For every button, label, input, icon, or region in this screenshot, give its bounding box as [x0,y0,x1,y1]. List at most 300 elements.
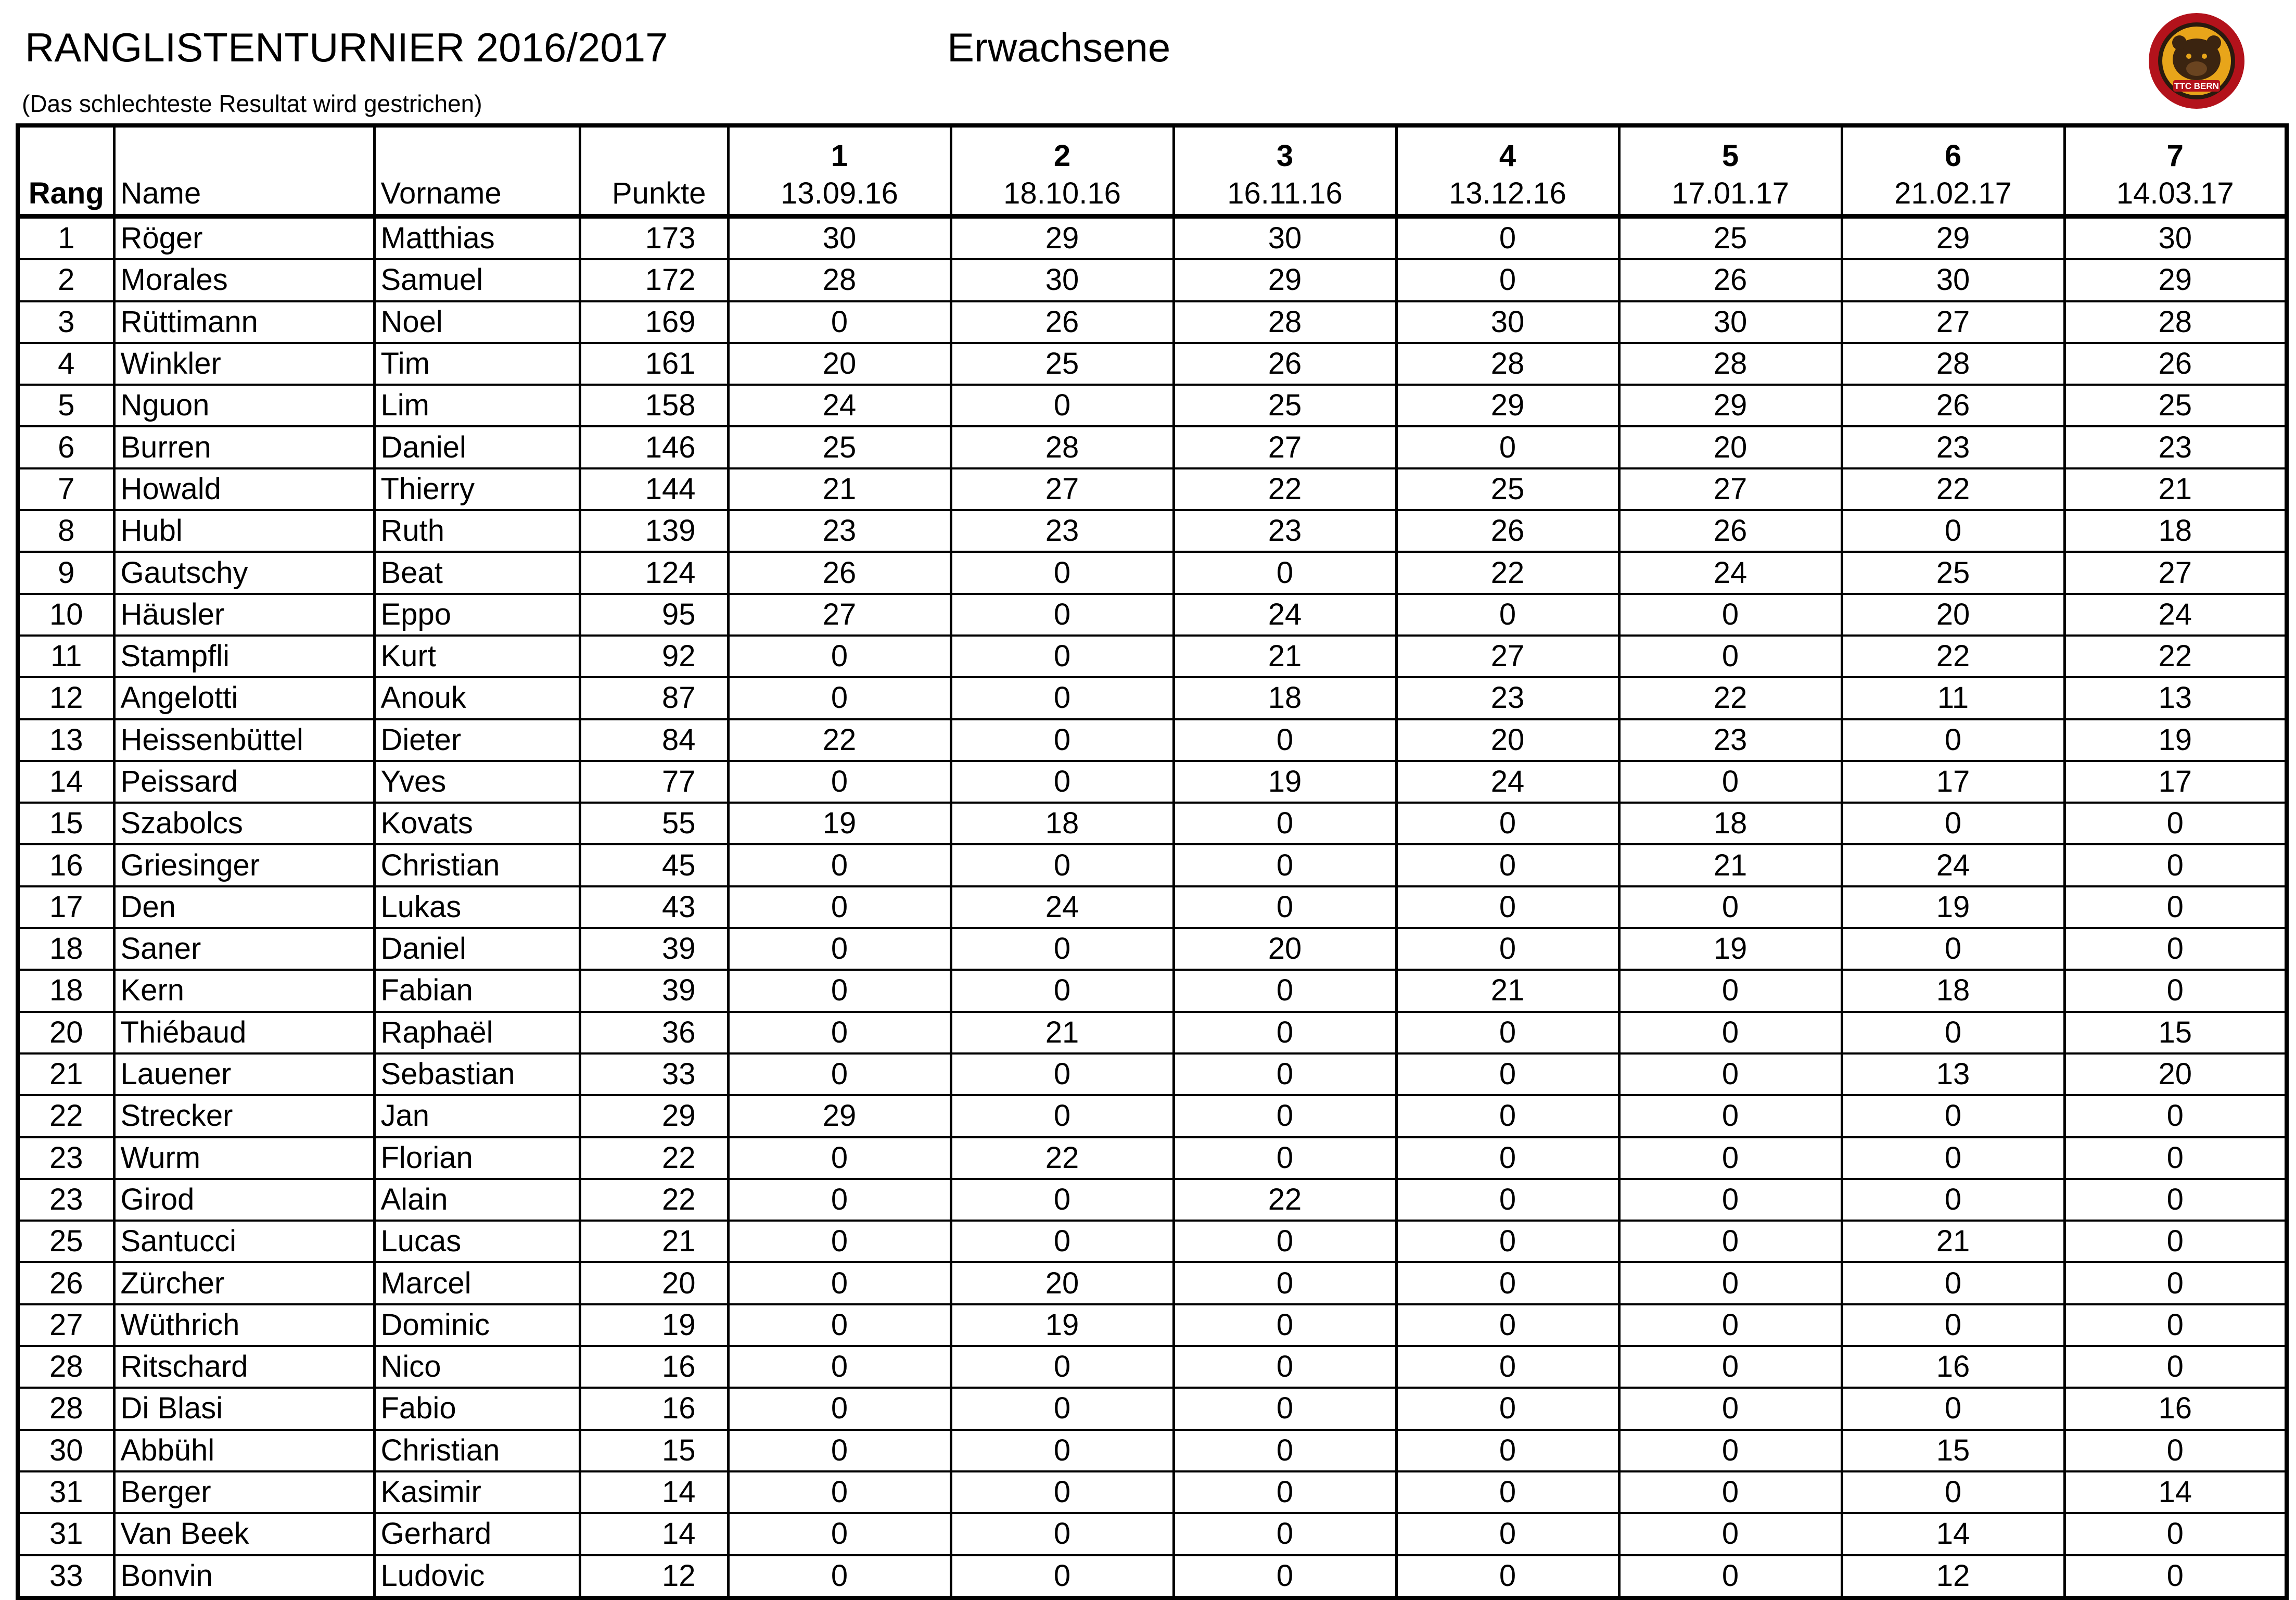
name-cell: Berger [114,1471,374,1513]
score-cell: 29 [2064,259,2287,301]
vorname-cell: Christian [374,1430,580,1471]
score-cell: 0 [1396,1221,1619,1262]
score-cell: 13 [1842,1053,2064,1095]
score-cell: 24 [1173,594,1396,636]
score-cell: 24 [728,385,951,426]
score-cell: 0 [1396,1137,1619,1179]
score-cell: 18 [2064,510,2287,552]
score-cell: 0 [951,677,1173,719]
rang-cell: 33 [18,1555,114,1598]
punkte-cell: 172 [580,259,728,301]
score-cell: 0 [1173,552,1396,593]
column-header-tournament-1: 1 13.09.16 [728,125,951,217]
punkte-cell: 16 [580,1346,728,1388]
score-cell: 0 [1619,1095,1842,1137]
score-cell: 0 [1396,1388,1619,1429]
vorname-cell: Yves [374,761,580,803]
name-cell: Röger [114,217,374,260]
table-row [18,1388,2287,1429]
score-cell: 0 [1173,1012,1396,1053]
score-cell: 23 [1619,719,1842,761]
rang-cell: 12 [18,677,114,719]
rang-cell: 2 [18,259,114,301]
score-cell: 0 [728,1137,951,1179]
score-cell: 0 [1619,1388,1842,1429]
punkte-cell: 33 [580,1053,728,1095]
vorname-cell: Christian [374,844,580,886]
score-cell: 26 [2064,343,2287,385]
rang-cell: 28 [18,1388,114,1429]
table-row [18,803,2287,844]
punkte-cell: 124 [580,552,728,593]
score-cell: 11 [1842,677,2064,719]
vorname-cell: Anouk [374,677,580,719]
table-row [18,761,2287,803]
score-cell: 28 [1396,343,1619,385]
rang-cell: 8 [18,510,114,552]
name-cell: Kern [114,970,374,1011]
score-cell: 0 [1842,928,2064,970]
rang-cell: 7 [18,468,114,510]
score-cell: 29 [1173,259,1396,301]
name-cell: Saner [114,928,374,970]
table-row [18,1012,2287,1053]
table-row [18,677,2287,719]
score-cell: 0 [1396,259,1619,301]
name-cell: Rüttimann [114,301,374,343]
rang-cell: 5 [18,385,114,426]
table-row [18,426,2287,468]
score-cell: 0 [1619,761,1842,803]
vorname-cell: Gerhard [374,1513,580,1555]
score-cell: 28 [951,426,1173,468]
column-header-tournament-5: 5 17.01.17 [1619,125,1842,217]
rang-cell: 11 [18,636,114,677]
vorname-cell: Matthias [374,217,580,260]
vorname-cell: Ludovic [374,1555,580,1598]
table-row [18,343,2287,385]
score-cell: 29 [1396,385,1619,426]
score-cell: 0 [1842,1388,2064,1429]
score-cell: 23 [1842,426,2064,468]
name-cell: Abbühl [114,1430,374,1471]
vorname-cell: Beat [374,552,580,593]
score-cell: 18 [1173,677,1396,719]
score-cell: 0 [1619,970,1842,1011]
table-row [18,468,2287,510]
score-cell: 0 [951,1179,1173,1221]
score-cell: 18 [951,803,1173,844]
score-cell: 0 [951,594,1173,636]
score-cell: 0 [951,552,1173,593]
score-cell: 23 [1396,677,1619,719]
score-cell: 16 [1842,1346,2064,1388]
rang-cell: 27 [18,1304,114,1346]
score-cell: 0 [1842,510,2064,552]
score-cell: 0 [1173,1137,1396,1179]
score-cell: 29 [1619,385,1842,426]
score-cell: 22 [2064,636,2287,677]
table-row [18,1346,2287,1388]
score-cell: 0 [2064,1221,2287,1262]
vorname-cell: Fabian [374,970,580,1011]
table-row [18,385,2287,426]
table-row [18,1430,2287,1471]
rang-cell: 23 [18,1179,114,1221]
score-cell: 12 [1842,1555,2064,1598]
name-cell: Bonvin [114,1555,374,1598]
score-cell: 13 [2064,677,2287,719]
score-cell: 19 [1619,928,1842,970]
name-cell: Howald [114,468,374,510]
vorname-cell: Lukas [374,886,580,928]
punkte-cell: 16 [580,1388,728,1429]
name-cell: Burren [114,426,374,468]
score-cell: 29 [1842,217,2064,260]
name-cell: Wurm [114,1137,374,1179]
name-cell: Girod [114,1179,374,1221]
column-header-tournament-7: 7 14.03.17 [2064,125,2287,217]
table-row [18,1555,2287,1598]
rang-cell: 22 [18,1095,114,1137]
score-cell: 0 [1619,1012,1842,1053]
name-cell: Häusler [114,594,374,636]
punkte-cell: 36 [580,1012,728,1053]
punkte-cell: 12 [580,1555,728,1598]
score-cell: 23 [728,510,951,552]
score-cell: 0 [2064,1137,2287,1179]
name-cell: Morales [114,259,374,301]
score-cell: 30 [1173,217,1396,260]
score-cell: 0 [728,1012,951,1053]
table-row [18,259,2287,301]
table-row [18,886,2287,928]
rang-cell: 1 [18,217,114,260]
score-cell: 21 [1619,844,1842,886]
score-cell: 0 [728,970,951,1011]
score-cell: 0 [1396,1053,1619,1095]
score-cell: 30 [2064,217,2287,260]
score-cell: 0 [951,928,1173,970]
score-cell: 27 [1842,301,2064,343]
score-cell: 19 [2064,719,2287,761]
score-cell: 21 [2064,468,2287,510]
score-cell: 24 [2064,594,2287,636]
score-cell: 30 [728,217,951,260]
rang-cell: 31 [18,1513,114,1555]
score-cell: 25 [2064,385,2287,426]
score-cell: 0 [951,1095,1173,1137]
score-cell: 0 [1619,1179,1842,1221]
score-cell: 0 [1396,928,1619,970]
score-cell: 0 [1173,1053,1396,1095]
rang-cell: 25 [18,1221,114,1262]
column-header-tournament-3: 3 16.11.16 [1173,125,1396,217]
score-cell: 27 [2064,552,2287,593]
punkte-cell: 87 [580,677,728,719]
score-cell: 0 [1396,1304,1619,1346]
score-cell: 0 [1619,1137,1842,1179]
score-cell: 22 [1619,677,1842,719]
score-cell: 21 [951,1012,1173,1053]
score-cell: 27 [1173,426,1396,468]
punkte-cell: 14 [580,1471,728,1513]
score-cell: 22 [951,1137,1173,1179]
ranking-table [16,123,2289,1600]
score-cell: 0 [1842,803,2064,844]
name-cell: Angelotti [114,677,374,719]
score-cell: 18 [1842,970,2064,1011]
score-cell: 22 [1173,1179,1396,1221]
rang-cell: 6 [18,426,114,468]
score-cell: 19 [1842,886,2064,928]
rang-cell: 23 [18,1137,114,1179]
score-cell: 0 [1396,1262,1619,1304]
score-cell: 0 [951,1555,1173,1598]
score-cell: 0 [1173,844,1396,886]
score-cell: 0 [1396,1012,1619,1053]
vorname-cell: Lim [374,385,580,426]
vorname-cell: Sebastian [374,1053,580,1095]
vorname-cell: Kurt [374,636,580,677]
table-row [18,594,2287,636]
score-cell: 21 [1396,970,1619,1011]
score-cell: 0 [2064,886,2287,928]
table-row [18,636,2287,677]
score-cell: 0 [951,1388,1173,1429]
score-cell: 0 [2064,1513,2287,1555]
rang-cell: 20 [18,1012,114,1053]
rang-cell: 31 [18,1471,114,1513]
score-cell: 0 [951,1221,1173,1262]
logo-text: TTC BERN [2174,81,2219,91]
table-row [18,719,2287,761]
score-cell: 23 [1173,510,1396,552]
score-cell: 22 [1842,636,2064,677]
score-cell: 26 [1619,510,1842,552]
score-cell: 26 [951,301,1173,343]
score-cell: 20 [1842,594,2064,636]
ranking-rows [18,217,2287,1598]
punkte-cell: 29 [580,1095,728,1137]
score-cell: 19 [728,803,951,844]
table-row [18,217,2287,260]
score-cell: 0 [2064,1095,2287,1137]
rang-cell: 28 [18,1346,114,1388]
punkte-cell: 22 [580,1137,728,1179]
punkte-cell: 15 [580,1430,728,1471]
punkte-cell: 84 [580,719,728,761]
score-cell: 14 [1842,1513,2064,1555]
score-cell: 24 [1842,844,2064,886]
score-cell: 0 [1396,426,1619,468]
score-cell: 0 [1173,719,1396,761]
score-cell: 23 [951,510,1173,552]
score-cell: 0 [1173,1388,1396,1429]
rang-cell: 21 [18,1053,114,1095]
score-cell: 20 [1396,719,1619,761]
vorname-cell: Dominic [374,1304,580,1346]
score-cell: 30 [1396,301,1619,343]
score-cell: 0 [1619,1471,1842,1513]
score-cell: 0 [2064,844,2287,886]
punkte-cell: 22 [580,1179,728,1221]
score-cell: 17 [2064,761,2287,803]
table-row [18,928,2287,970]
score-cell: 0 [728,1053,951,1095]
rang-cell: 17 [18,886,114,928]
column-header-vorname: Vorname [374,125,580,217]
score-cell: 0 [1173,1555,1396,1598]
punkte-cell: 139 [580,510,728,552]
score-cell: 0 [728,886,951,928]
score-cell: 28 [1173,301,1396,343]
score-cell: 0 [2064,1304,2287,1346]
score-cell: 0 [728,1179,951,1221]
score-cell: 27 [951,468,1173,510]
score-cell: 28 [728,259,951,301]
table-row [18,970,2287,1011]
name-cell: Van Beek [114,1513,374,1555]
punkte-cell: 161 [580,343,728,385]
header-row [18,125,2287,217]
score-cell: 22 [1842,468,2064,510]
rang-cell: 13 [18,719,114,761]
punkte-cell: 39 [580,928,728,970]
score-cell: 27 [728,594,951,636]
score-cell: 0 [2064,928,2287,970]
table-row [18,1179,2287,1221]
score-cell: 0 [1842,1137,2064,1179]
vorname-cell: Dieter [374,719,580,761]
score-cell: 0 [728,301,951,343]
score-cell: 0 [1396,886,1619,928]
name-cell: Griesinger [114,844,374,886]
score-cell: 25 [1396,468,1619,510]
name-cell: Szabolcs [114,803,374,844]
score-cell: 0 [951,1346,1173,1388]
ttc-bern-logo-icon [2147,11,2246,110]
score-cell: 22 [1396,552,1619,593]
score-cell: 0 [2064,1262,2287,1304]
score-cell: 0 [728,1262,951,1304]
score-cell: 30 [1842,259,2064,301]
score-cell: 0 [1619,886,1842,928]
score-cell: 22 [728,719,951,761]
score-cell: 21 [728,468,951,510]
score-cell: 0 [2064,1179,2287,1221]
score-cell: 0 [1619,1346,1842,1388]
score-cell: 0 [1619,1430,1842,1471]
punkte-cell: 20 [580,1262,728,1304]
score-cell: 28 [2064,301,2287,343]
score-cell: 0 [728,1430,951,1471]
punkte-cell: 14 [580,1513,728,1555]
score-cell: 0 [951,719,1173,761]
column-header-punkte: Punkte [580,125,728,217]
score-cell: 0 [1396,1471,1619,1513]
score-cell: 0 [1619,594,1842,636]
score-cell: 25 [1173,385,1396,426]
name-cell: Lauener [114,1053,374,1095]
table-row [18,1221,2287,1262]
score-cell: 0 [951,385,1173,426]
name-cell: Strecker [114,1095,374,1137]
score-cell: 0 [1396,1513,1619,1555]
score-cell: 0 [1173,1471,1396,1513]
score-cell: 30 [1619,301,1842,343]
score-cell: 0 [1619,1221,1842,1262]
name-cell: Zürcher [114,1262,374,1304]
punkte-cell: 21 [580,1221,728,1262]
score-cell: 19 [1173,761,1396,803]
score-cell: 0 [951,844,1173,886]
table-row [18,301,2287,343]
page-title: RANGLISTENTURNIER 2016/2017 [25,24,668,70]
vorname-cell: Eppo [374,594,580,636]
column-header-rang: Rang [18,125,114,217]
score-cell: 0 [951,1513,1173,1555]
rang-cell: 18 [18,970,114,1011]
score-cell: 0 [1173,1262,1396,1304]
name-cell: Heissenbüttel [114,719,374,761]
rang-cell: 15 [18,803,114,844]
vorname-cell: Daniel [374,928,580,970]
punkte-cell: 43 [580,886,728,928]
score-cell: 0 [2064,803,2287,844]
score-cell: 23 [2064,426,2287,468]
score-cell: 0 [728,1513,951,1555]
score-cell: 0 [1396,1095,1619,1137]
rang-cell: 26 [18,1262,114,1304]
score-cell: 0 [1396,217,1619,260]
score-cell: 20 [2064,1053,2287,1095]
score-cell: 28 [1619,343,1842,385]
score-cell: 26 [1619,259,1842,301]
score-cell: 0 [1173,1221,1396,1262]
score-cell: 20 [728,343,951,385]
vorname-cell: Samuel [374,259,580,301]
table-row [18,1262,2287,1304]
score-cell: 18 [1619,803,1842,844]
column-header-tournament-6: 6 21.02.17 [1842,125,2064,217]
score-cell: 0 [1173,1095,1396,1137]
score-cell: 24 [1396,761,1619,803]
rang-cell: 16 [18,844,114,886]
name-cell: Santucci [114,1221,374,1262]
vorname-cell: Marcel [374,1262,580,1304]
score-cell: 0 [1842,1179,2064,1221]
score-cell: 0 [1619,1555,1842,1598]
vorname-cell: Raphaël [374,1012,580,1053]
score-cell: 20 [1619,426,1842,468]
score-cell: 0 [1173,886,1396,928]
score-cell: 16 [2064,1388,2287,1429]
score-cell: 20 [951,1262,1173,1304]
score-cell: 0 [728,677,951,719]
score-cell: 0 [728,1304,951,1346]
name-cell: Stampfli [114,636,374,677]
punkte-cell: 77 [580,761,728,803]
score-cell: 0 [1396,1179,1619,1221]
vorname-cell: Alain [374,1179,580,1221]
score-cell: 0 [728,1388,951,1429]
table-row [18,1304,2287,1346]
column-header-tournament-4: 4 13.12.16 [1396,125,1619,217]
score-cell: 0 [951,761,1173,803]
vorname-cell: Fabio [374,1388,580,1429]
rang-cell: 30 [18,1430,114,1471]
